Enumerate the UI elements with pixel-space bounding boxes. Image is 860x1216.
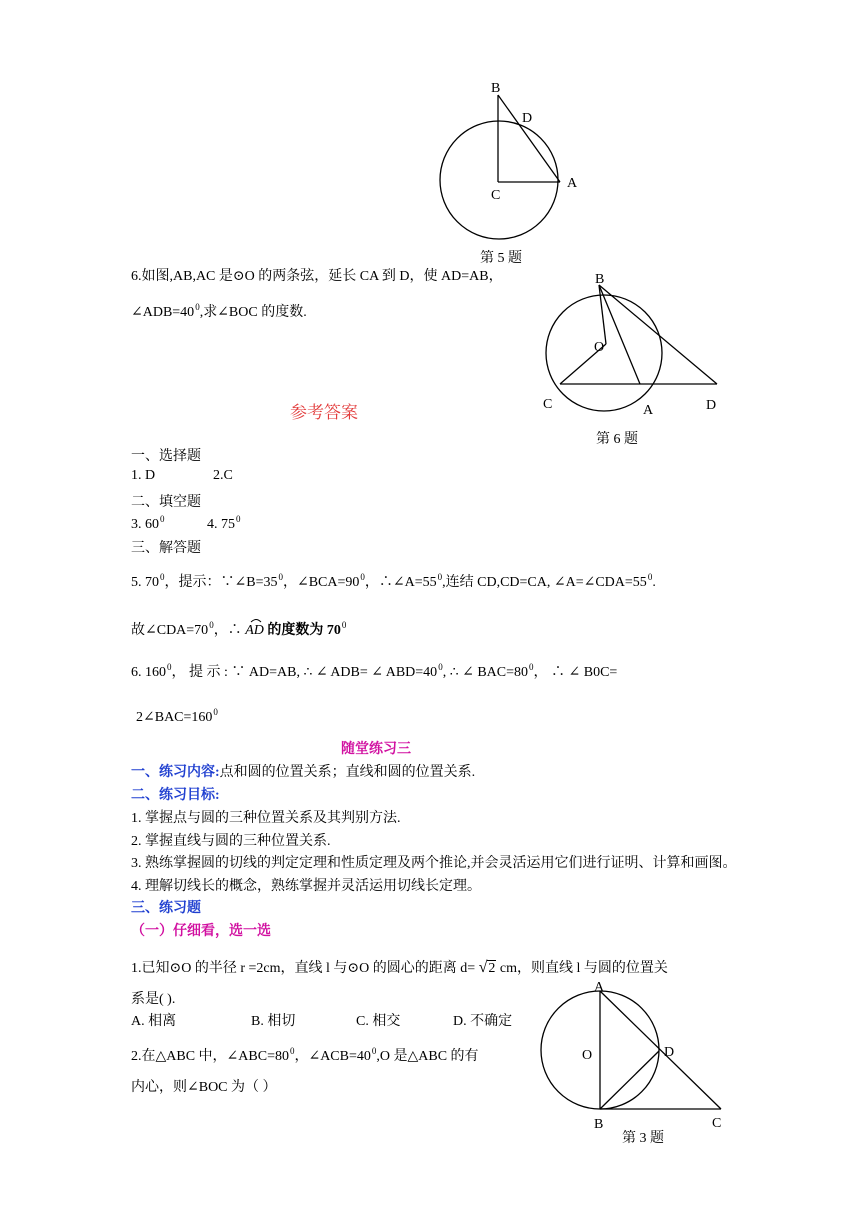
answer-3: 3. $60^0$ xyxy=(131,514,165,532)
q6-line2: $\angle ADB=40^0$,求∠BOC 的度数. xyxy=(131,302,307,320)
question-2-line2: 内心，则∠BOC 为（ ） xyxy=(131,1080,277,1095)
answer-6-line2: $2\angle BAC=160^0$ xyxy=(136,707,218,725)
fig3-label-c: C xyxy=(712,1116,722,1131)
answer-1: 1. D xyxy=(131,468,156,483)
question-1-option-c: C. 相交 xyxy=(356,1014,401,1029)
answer-6-line1: 6. $160^0$， 提 示 : ∵ AD=AB, ∴ ∠ ADB= ∠ $ABD=40^0$, ∴ ∠ $BAC=80^0$， ∴ ∠ B0C= xyxy=(131,662,618,680)
fig3-label-a: A xyxy=(594,980,605,995)
practice-goal-1: 1. 掌握点与圆的三种位置关系及其判别方法. xyxy=(131,811,401,826)
question-1-line1: 1.已知⊙O 的半径 r =2cm，直线 l 与⊙O 的圆心的距离 d= √2 cm，则直线 l 与圆的位置关 xyxy=(131,959,668,976)
q6-line1: 6.如图,AB,AC 是⊙O 的两条弦，延长 CA 到 D，使 AD=AB， xyxy=(131,269,503,284)
fig3-label-b: B xyxy=(594,1117,604,1132)
fig5-label-b: B xyxy=(491,81,501,96)
fig5-label-a: A xyxy=(567,176,578,191)
answer-4: 4. $75^0$ xyxy=(207,514,241,532)
arc-ad: AD xyxy=(245,623,264,639)
fig6-label-b: B xyxy=(595,272,605,287)
fig5-caption: 第 5 题 xyxy=(480,251,522,266)
practice-goal-4: 4. 理解切线长的概念，熟练掌握并灵活运用切线长定理。 xyxy=(131,879,481,894)
fig6-caption: 第 6 题 xyxy=(596,432,638,447)
fig6-label-d: D xyxy=(706,398,717,413)
answer-2: 2.C xyxy=(213,468,233,483)
fig5-label-c: C xyxy=(491,188,501,203)
question-1-option-a: A. 相离 xyxy=(131,1014,177,1029)
practice-title: 随堂练习三 xyxy=(341,742,411,757)
answers-title: 参考答案 xyxy=(290,403,358,422)
question-1-line2: 系是( ). xyxy=(131,992,176,1007)
fig5-circle xyxy=(440,121,558,239)
fig6-label-c: C xyxy=(543,397,553,412)
practice-goal-2: 2. 掌握直线与圆的三种位置关系. xyxy=(131,834,331,849)
fig3-label-d: D xyxy=(664,1045,675,1060)
fig3-label-o: O xyxy=(582,1048,593,1063)
question-1-option-b: B. 相切 xyxy=(251,1014,296,1029)
answers-section-1: 一、选择题 xyxy=(131,449,201,464)
fig3-caption: 第 3 题 xyxy=(622,1131,664,1146)
practice-section-3: 三、练习题 xyxy=(131,901,201,916)
practice-content: 一、练习内容:点和圆的位置关系；直线和圆的位置关系. xyxy=(131,765,476,780)
question-1-option-d: D. 不确定 xyxy=(453,1014,513,1029)
answer-5-line2: 故$\angle CDA=70^0$，∴ AD 的度数为 $70^0$ xyxy=(131,620,347,638)
answers-section-2: 二、填空题 xyxy=(131,495,201,510)
question-2-line1: 2.在△ABC 中，$\angle ABC=80^0$，$\angle ACB=40^0,O$ 是△ABC 的有 xyxy=(131,1046,479,1064)
figure-3 xyxy=(536,978,736,1134)
fig5-segment-ba xyxy=(498,95,560,182)
fig6-label-a: A xyxy=(643,403,654,418)
practice-goal-3: 3. 熟练掌握圆的切线的判定定理和性质定理及两个推论,并会灵活运用它们进行证明、计算和画图。 xyxy=(131,856,737,871)
figure-5 xyxy=(430,70,590,270)
fig6-label-o: O xyxy=(594,340,605,355)
sqrt-2: √2 xyxy=(478,959,496,976)
fig6-segment-bd xyxy=(599,285,717,384)
answer-5-line1: 5. $70^0$，提示：$\because\angle B=35^0$，$\angle BCA=90^0$，$\therefore\angle A=55^0$,连结 CD,CD=CA, $\angle A=\angle CDA=55^0$. xyxy=(131,572,656,590)
fig5-label-d: D xyxy=(522,111,533,126)
practice-goal-label: 二、练习目标: xyxy=(131,788,220,803)
answers-section-3: 三、解答题 xyxy=(131,541,201,556)
figure-6 xyxy=(536,268,736,428)
practice-sub-1: （一）仔细看，选一选 xyxy=(131,924,271,939)
